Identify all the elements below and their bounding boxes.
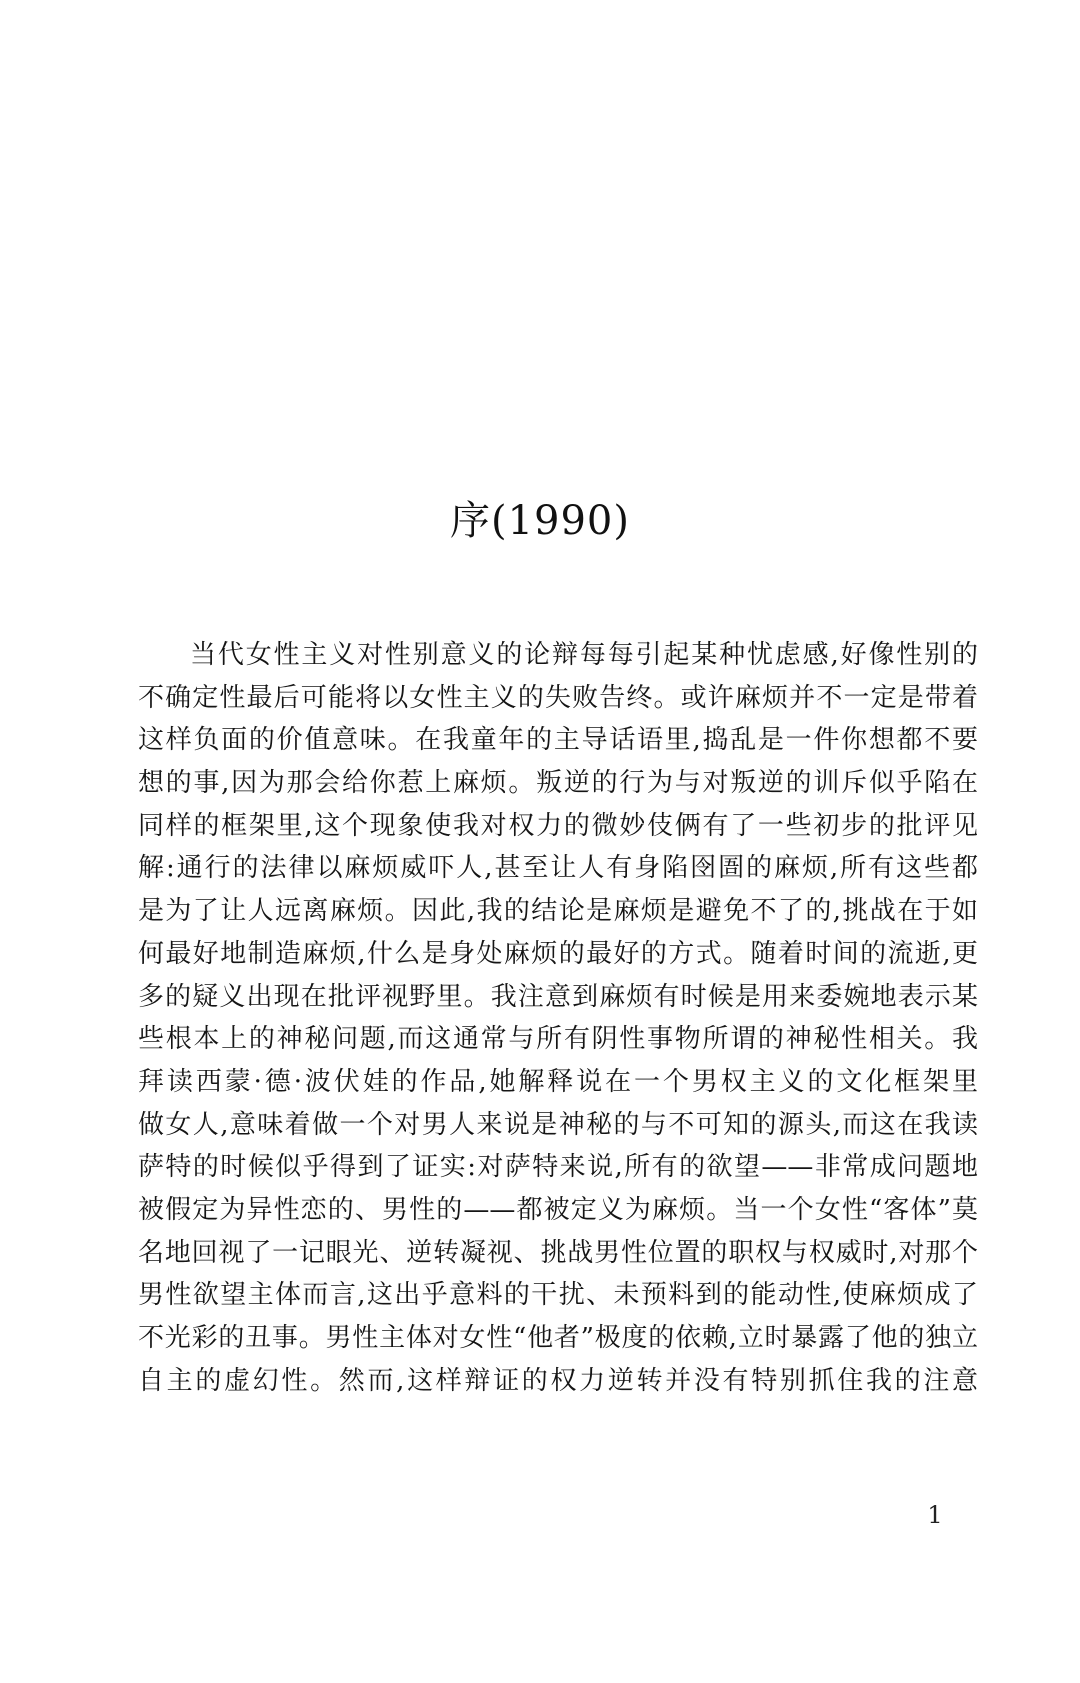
text-line: 多的疑义出现在批评视野里。我注意到麻烦有时候是用来委婉地表示某 [138, 981, 978, 1012]
page-number: 1 [927, 1501, 943, 1529]
text-line: 拜读西蒙·德·波伏娃的作品,她解释说在一个男权主义的文化框架里 [138, 1066, 978, 1097]
text-line: 不光彩的丑事。男性主体对女性“他者”极度的依赖,立时暴露了他的独立 [138, 1323, 978, 1353]
text-line: 不确定性最后可能将以女性主义的失败告终。或许麻烦并不一定是带着 [138, 682, 978, 713]
text-line: 这样负面的价值意味。在我童年的主导话语里,捣乱是一件你想都不要 [138, 725, 978, 756]
text-line: 何最好地制造麻烦,什么是身处麻烦的最好的方式。随着时间的流逝,更 [138, 938, 978, 969]
text-line: 做女人,意味着做一个对男人来说是神秘的与不可知的源头,而这在我读 [138, 1109, 978, 1140]
text-line: 是为了让人远离麻烦。因此,我的结论是麻烦是避免不了的,挑战在于如 [138, 896, 978, 927]
text-line: 被假定为异性恋的、男性的——都被定义为麻烦。当一个女性“客体”莫 [138, 1194, 978, 1225]
text-line: 解:通行的法律以麻烦威吓人,甚至让人有身陷囹圄的麻烦,所有这些都 [138, 853, 978, 884]
text-line: 萨特的时候似乎得到了证实:对萨特来说,所有的欲望——非常成问题地 [138, 1152, 978, 1183]
text-line: 男性欲望主体而言,这出乎意料的干扰、未预料到的能动性,使麻烦成了 [138, 1280, 978, 1311]
text-line: 同样的框架里,这个现象使我对权力的微妙伎俩有了一些初步的批评见 [138, 810, 978, 841]
text-line: 当代女性主义对性别意义的论辩每每引起某种忧虑感,好像性别的 [190, 640, 978, 670]
body-paragraph [138, 634, 978, 1402]
text-line: 些根本上的神秘问题,而这通常与所有阴性事物所谓的神秘性相关。我 [138, 1024, 978, 1055]
chapter-title: 序(1990) [449, 498, 630, 544]
text-line: 名地回视了一记眼光、逆转凝视、挑战男性位置的职权与权威时,对那个 [138, 1237, 978, 1268]
text-line: 想的事,因为那会给你惹上麻烦。叛逆的行为与对叛逆的训斥似乎陷在 [138, 768, 978, 799]
text-line: 自主的虚幻性。然而,这样辩证的权力逆转并没有特别抓住我的注意 [138, 1365, 978, 1396]
